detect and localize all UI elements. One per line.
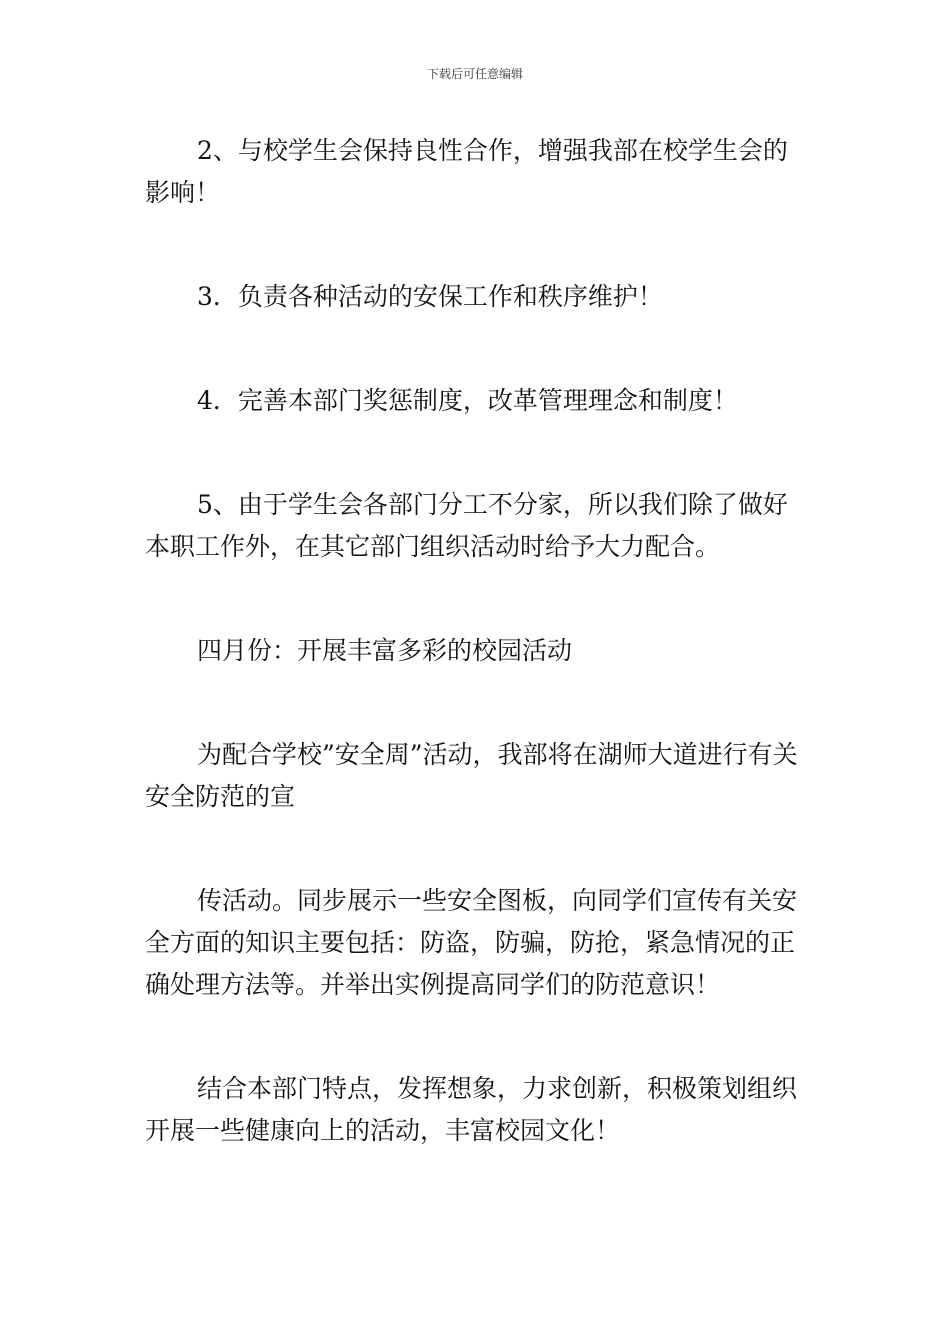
section-heading-april: 四月份：开展丰富多彩的校园活动 [197, 636, 573, 665]
document-body [145, 130, 807, 1152]
paragraph-item-4: 4．完善本部门奖惩制度，改革管理理念和制度！ [197, 386, 738, 415]
paragraph-safety-week: 为配合学校”安全周”活动，我部将在湖师大道进行有关安全防范的宣 [145, 740, 798, 811]
paragraph-item-2: 2、与校学生会保持良性合作，增强我部在校学生会的影响！ [145, 136, 788, 207]
paragraph-safety-content: 传活动。同步展示一些安全图板，向同学们宣传有关安全方面的知识主要包括：防盗，防骗，防抢，紧急情况的正确处理方法等。并举出实例提高同学们的防范意识！ [145, 886, 798, 999]
page-header-note: 下载后可任意编辑 [426, 67, 523, 81]
paragraph-item-3: 3．负责各种活动的安保工作和秩序维护！ [197, 282, 663, 311]
paragraph-culture: 结合本部门特点，发挥想象，力求创新，积极策划组织开展一些健康向上的活动，丰富校园文化！ [145, 1074, 798, 1145]
paragraph-item-5: 5、由于学生会各部门分工不分家，所以我们除了做好本职工作外，在其它部门组织活动时给予大力配合。 [145, 490, 788, 561]
